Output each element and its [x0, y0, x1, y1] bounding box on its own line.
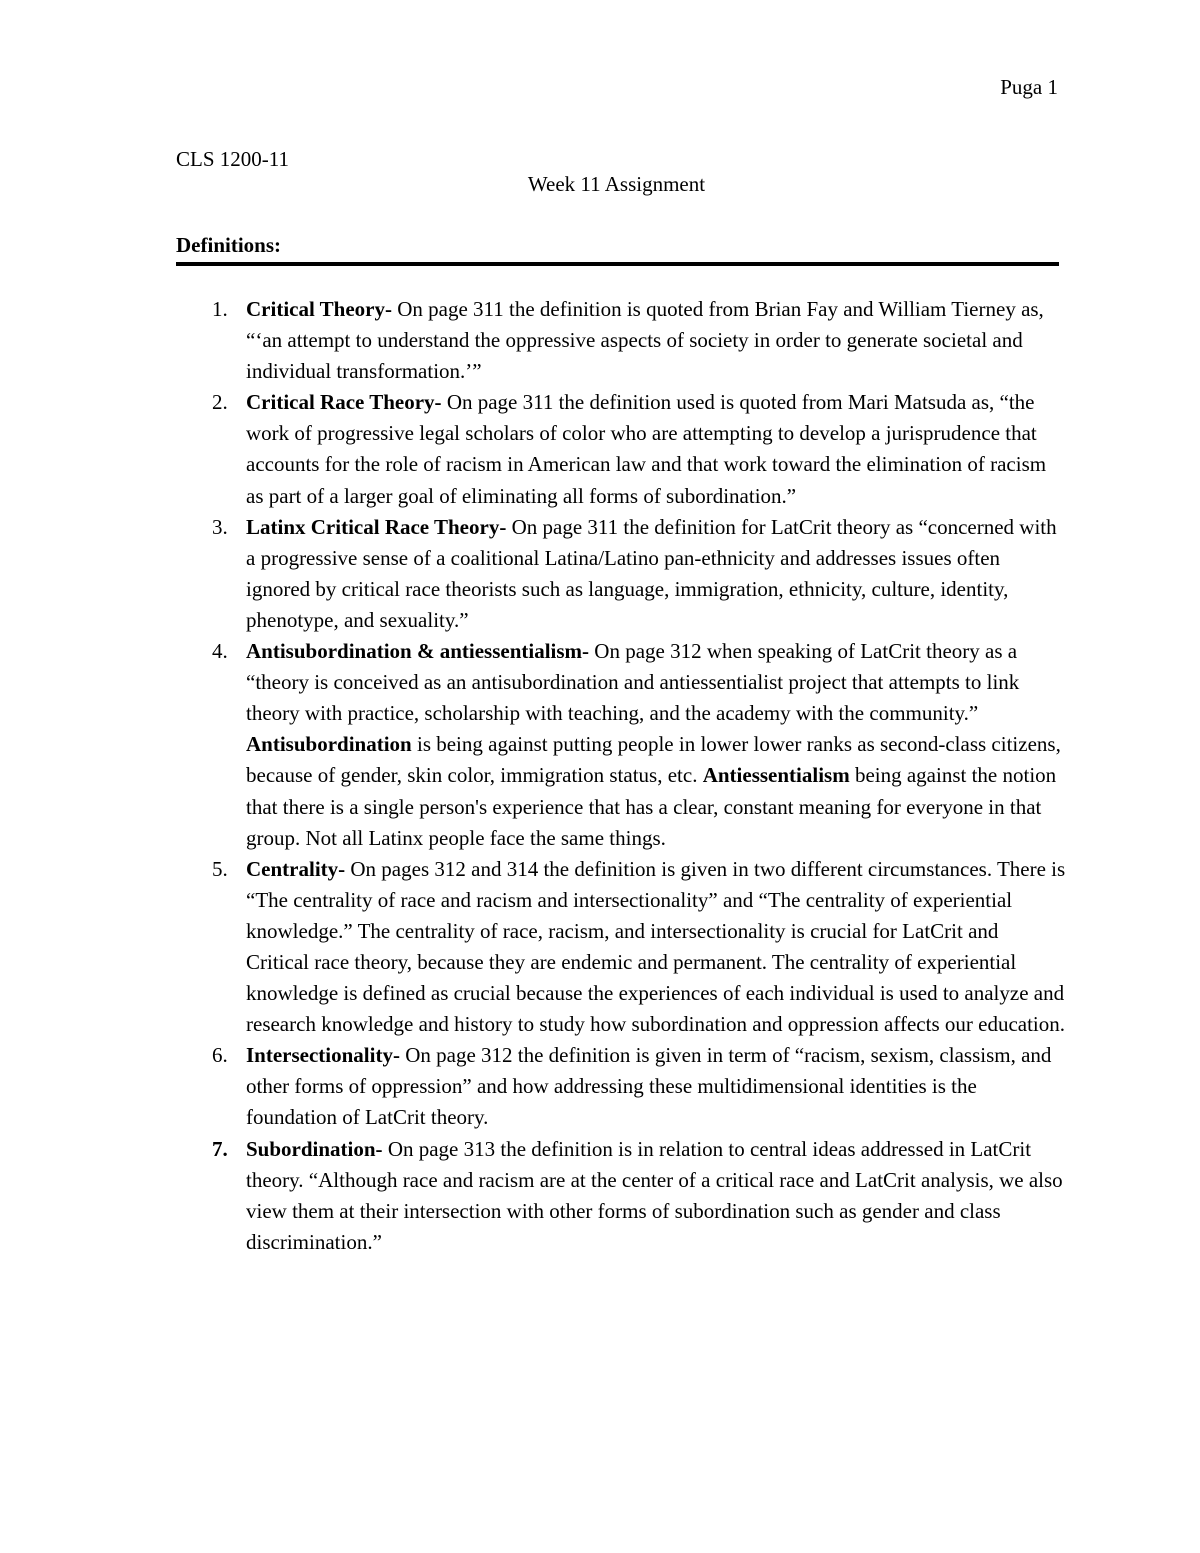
definition-item-1 — [176, 294, 1066, 387]
item-number: 1. — [212, 297, 228, 321]
definition-text: On page 311 the definition is quoted from Brian Fay and William Tierney as, “‘an attempt to understand the oppressive aspects of society in order to generate societal and individual transformation.’” — [246, 297, 1044, 384]
definition-item-3 — [176, 512, 1066, 636]
definition-text: On page 313 the definition is in relation to central ideas addressed in LatCrit theory. “Although race and racism are at the center of a critical race and LatCrit analysis, we also view them at their intersection with other forms of subordination such as gender and class discrimination.” — [246, 1136, 1063, 1254]
definition-text: is being against putting people in lower lower ranks as second-class citizens, because of gender, skin color, immigration status, etc. — [246, 732, 1061, 788]
definition-text: being against the notion that there is a single person's experience that has a clear, constant meaning for everyone in that group. Not all Latinx people face the same things. — [246, 763, 1057, 850]
definition-term: Centrality- — [246, 856, 346, 881]
definition-term: Critical Theory- — [246, 297, 392, 321]
assignment-title: Week 11 Assignment — [527, 172, 706, 196]
definition-text: On pages 312 and 314 the definition is given in two different circumstances. There is “The centrality of race and racism and intersectionality” and “The centrality of experiential knowledge.” The centrality of race, racism, and intersectionality is crucial for LatCrit and Critical race theory, because they are endemic and permanent. The centrality of experiential knowledge is defined as crucial because the experiences of each individual is used to analyze and research knowledge and history to study how subordination and oppression affects our education. — [246, 856, 1066, 1037]
definition-text: On page 311 the definition used is quoted from Mari Matsuda as, “the work of progressive legal scholars of color who are attempting to develop a jurisprudence that accounts for the role of racism in American law and that work toward the elimination of racism as part of a larger goal of eliminating all forms of subordination.” — [246, 390, 1047, 508]
item-number: 2. — [212, 390, 228, 415]
horizontal-rule — [176, 262, 1059, 266]
definition-term: Intersectionality- — [246, 1043, 400, 1068]
item-number: 3. — [212, 514, 228, 539]
definition-item-4 — [176, 636, 1066, 854]
definition-text: On page 312 when speaking of LatCrit theory as a “theory is conceived as an antisubordination and antiessentialist project that attempts to link theory with practice, scholarship with teaching, and the academy with the community.” — [246, 639, 1020, 726]
definition-item-6 — [176, 1040, 1066, 1133]
definition-term: Antisubordination & antiessentialism- — [246, 639, 590, 664]
definition-item-2 — [176, 387, 1066, 511]
definition-item-5 — [176, 854, 1066, 1041]
definition-term: Latinx Critical Race Theory- — [246, 514, 507, 539]
definition-text: On page 312 the definition is given in term of “racism, sexism, classism, and other forms of oppression” and how addressing these multidimensional identities is the foundation of LatCrit theory. — [246, 1043, 1052, 1130]
keyword-antiessentialism: Antiessentialism — [702, 763, 850, 788]
definition-item-7 — [176, 1134, 1066, 1258]
page-header: Puga 1 — [1000, 75, 1058, 99]
course-code: CLS 1200-11 — [176, 147, 289, 171]
definition-term: Critical Race Theory- — [246, 390, 442, 415]
item-number: 7. — [212, 1136, 228, 1161]
item-number: 6. — [212, 1043, 228, 1068]
item-number: 5. — [212, 856, 228, 881]
item-number: 4. — [212, 639, 228, 664]
definition-term: Subordination- — [246, 1136, 383, 1161]
keyword-antisubordination: Antisubordination — [246, 732, 412, 757]
definitions-list — [176, 294, 1066, 1258]
section-heading: Definitions: — [176, 233, 281, 257]
definition-text: On page 311 the definition for LatCrit theory as “concerned with a progressive sense of a coalitional Latina/Latino pan-ethnicity and addresses issues often ignored by critical race theorists such as language, immigration, ethnicity, culture, identity, phenotype, and sexuality.” — [246, 514, 1057, 632]
